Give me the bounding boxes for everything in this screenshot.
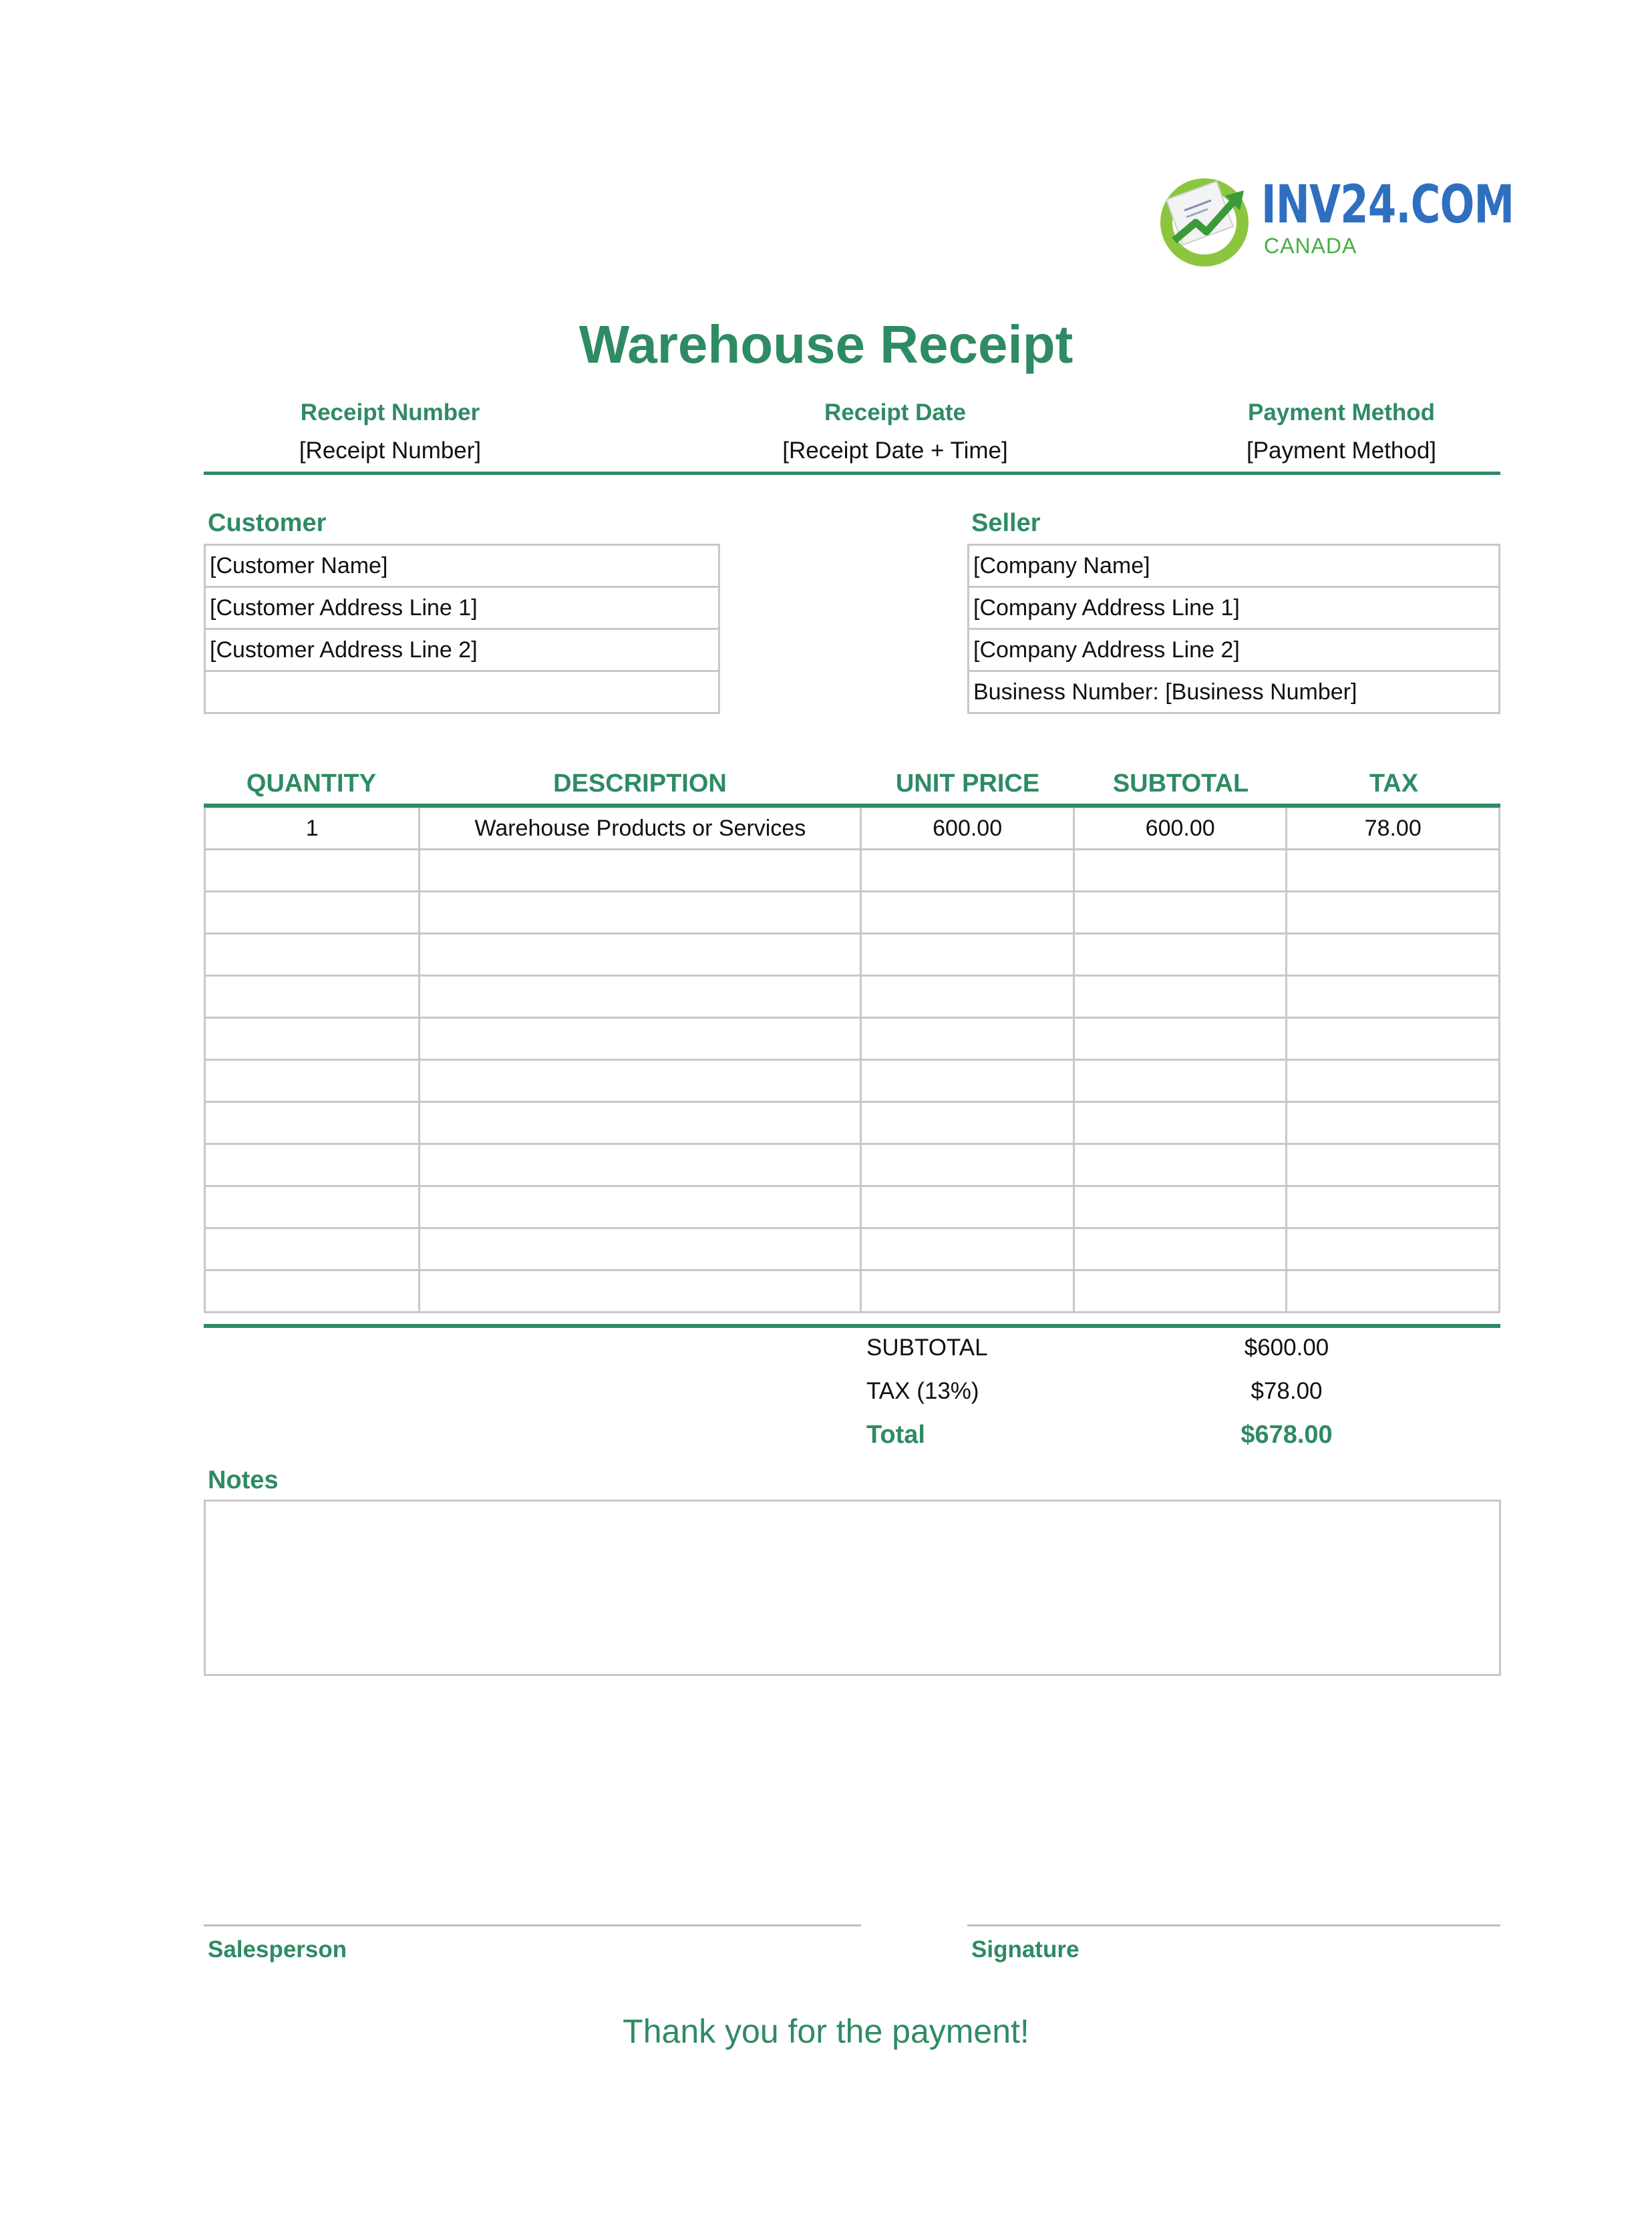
table-cell bbox=[205, 976, 420, 1018]
table-cell bbox=[205, 1102, 420, 1144]
table-cell bbox=[420, 1186, 861, 1228]
table-cell bbox=[420, 976, 861, 1018]
table-cell bbox=[1073, 1228, 1287, 1270]
table-cell bbox=[420, 850, 861, 892]
table-cell bbox=[1073, 1060, 1287, 1102]
table-cell bbox=[861, 1102, 1074, 1144]
table-cell bbox=[1073, 1018, 1287, 1060]
salesperson-line bbox=[204, 1924, 861, 1926]
customer-address-line-1: [Customer Address Line 1] bbox=[205, 587, 719, 629]
table-cell bbox=[205, 892, 420, 934]
table-row bbox=[205, 1060, 1500, 1102]
table-cell bbox=[1287, 1144, 1500, 1186]
receipt-date-value: [Receipt Date + Time] bbox=[782, 438, 1008, 464]
tax-label: TAX (13%) bbox=[866, 1378, 979, 1404]
table-cell bbox=[861, 1186, 1074, 1228]
table-cell bbox=[1287, 1186, 1500, 1228]
table-cell: 78.00 bbox=[1287, 808, 1500, 850]
table-cell bbox=[420, 1144, 861, 1186]
table-cell bbox=[420, 1018, 861, 1060]
table-cell bbox=[205, 1228, 420, 1270]
table-cell bbox=[205, 1270, 420, 1313]
customer-box bbox=[204, 544, 720, 714]
company-address-line-2: [Company Address Line 2] bbox=[969, 629, 1500, 671]
table-cell bbox=[420, 934, 861, 976]
table-cell bbox=[861, 1018, 1074, 1060]
subtotal-label: SUBTOTAL bbox=[866, 1335, 988, 1361]
table-cell bbox=[1073, 892, 1287, 934]
business-number: Business Number: [Business Number] bbox=[969, 671, 1500, 713]
seller-box bbox=[967, 544, 1500, 714]
table-cell bbox=[1073, 1270, 1287, 1313]
notes-box bbox=[204, 1500, 1501, 1676]
table-row bbox=[205, 1228, 1500, 1270]
tax-value: $78.00 bbox=[1251, 1378, 1323, 1404]
column-tax: TAX bbox=[1369, 770, 1419, 798]
table-cell bbox=[205, 1018, 420, 1060]
table-cell bbox=[1287, 1228, 1500, 1270]
table-cell: 1 bbox=[205, 808, 420, 850]
company-address-line-1: [Company Address Line 1] bbox=[969, 587, 1500, 629]
company-name: [Company Name] bbox=[969, 545, 1500, 587]
table-cell bbox=[1073, 1144, 1287, 1186]
payment-method-label: Payment Method bbox=[1247, 399, 1436, 425]
invoice-arrow-icon bbox=[1154, 170, 1255, 271]
items-top-rule bbox=[204, 804, 1500, 808]
table-cell bbox=[1287, 1102, 1500, 1144]
table-cell bbox=[205, 1060, 420, 1102]
column-quantity: QUANTITY bbox=[246, 770, 377, 798]
table-cell bbox=[420, 1102, 861, 1144]
table-row bbox=[205, 976, 1500, 1018]
items-bottom-rule bbox=[204, 1324, 1500, 1328]
table-row bbox=[205, 1186, 1500, 1228]
table-cell bbox=[205, 934, 420, 976]
receipt-number-value: [Receipt Number] bbox=[299, 438, 482, 464]
table-cell bbox=[1287, 1060, 1500, 1102]
table-row bbox=[205, 808, 1500, 850]
table-cell bbox=[420, 1270, 861, 1313]
receipt-number-label: Receipt Number bbox=[300, 399, 480, 425]
header-divider bbox=[204, 472, 1500, 475]
customer-address-line-2: [Customer Address Line 2] bbox=[205, 629, 719, 671]
table-cell bbox=[420, 1060, 861, 1102]
page-title: Warehouse Receipt bbox=[579, 315, 1073, 374]
thank-you-message: Thank you for the payment! bbox=[623, 2013, 1029, 2050]
table-cell bbox=[205, 1186, 420, 1228]
table-cell bbox=[1287, 850, 1500, 892]
receipt-date-label: Receipt Date bbox=[824, 399, 967, 425]
table-cell: 600.00 bbox=[1073, 808, 1287, 850]
column-description: DESCRIPTION bbox=[553, 770, 727, 798]
total-value: $678.00 bbox=[1241, 1421, 1333, 1449]
customer-name: [Customer Name] bbox=[205, 545, 719, 587]
table-cell: Warehouse Products or Services bbox=[420, 808, 861, 850]
table-cell bbox=[1287, 934, 1500, 976]
column-unit-price: UNIT PRICE bbox=[895, 770, 1040, 798]
table-cell bbox=[1073, 1186, 1287, 1228]
customer-extra-line bbox=[205, 671, 719, 713]
signature-line bbox=[967, 1924, 1500, 1926]
table-cell bbox=[1287, 892, 1500, 934]
table-cell bbox=[861, 976, 1074, 1018]
table-cell bbox=[420, 892, 861, 934]
table-cell bbox=[1073, 934, 1287, 976]
table-row bbox=[205, 850, 1500, 892]
table-cell bbox=[420, 1228, 861, 1270]
column-subtotal: SUBTOTAL bbox=[1112, 770, 1249, 798]
table-row bbox=[205, 934, 1500, 976]
logo-wordmark: INV24.COM bbox=[1261, 175, 1514, 235]
table-cell bbox=[1287, 976, 1500, 1018]
table-row bbox=[205, 1144, 1500, 1186]
table-cell bbox=[1073, 850, 1287, 892]
customer-label: Customer bbox=[208, 509, 327, 537]
seller-label: Seller bbox=[971, 509, 1041, 537]
subtotal-value: $600.00 bbox=[1244, 1335, 1329, 1361]
table-cell bbox=[861, 1228, 1074, 1270]
table-cell bbox=[861, 934, 1074, 976]
notes-label: Notes bbox=[208, 1466, 279, 1494]
table-cell bbox=[861, 1060, 1074, 1102]
table-row bbox=[205, 1018, 1500, 1060]
total-label: Total bbox=[866, 1421, 925, 1449]
table-cell bbox=[861, 1144, 1074, 1186]
table-cell bbox=[205, 850, 420, 892]
table-row bbox=[205, 1102, 1500, 1144]
signature-label: Signature bbox=[971, 1936, 1080, 1962]
table-cell bbox=[1287, 1018, 1500, 1060]
table-row bbox=[205, 1270, 1500, 1313]
table-cell bbox=[861, 1270, 1074, 1313]
table-cell bbox=[1287, 1270, 1500, 1313]
items-table bbox=[204, 806, 1500, 1313]
table-cell bbox=[1073, 976, 1287, 1018]
table-row bbox=[205, 892, 1500, 934]
logo-subtitle: CANADA bbox=[1264, 234, 1357, 258]
table-cell bbox=[205, 1144, 420, 1186]
payment-method-value: [Payment Method] bbox=[1246, 438, 1437, 464]
salesperson-label: Salesperson bbox=[208, 1936, 347, 1962]
table-cell bbox=[861, 892, 1074, 934]
table-cell bbox=[861, 850, 1074, 892]
table-cell: 600.00 bbox=[861, 808, 1074, 850]
table-cell bbox=[1073, 1102, 1287, 1144]
